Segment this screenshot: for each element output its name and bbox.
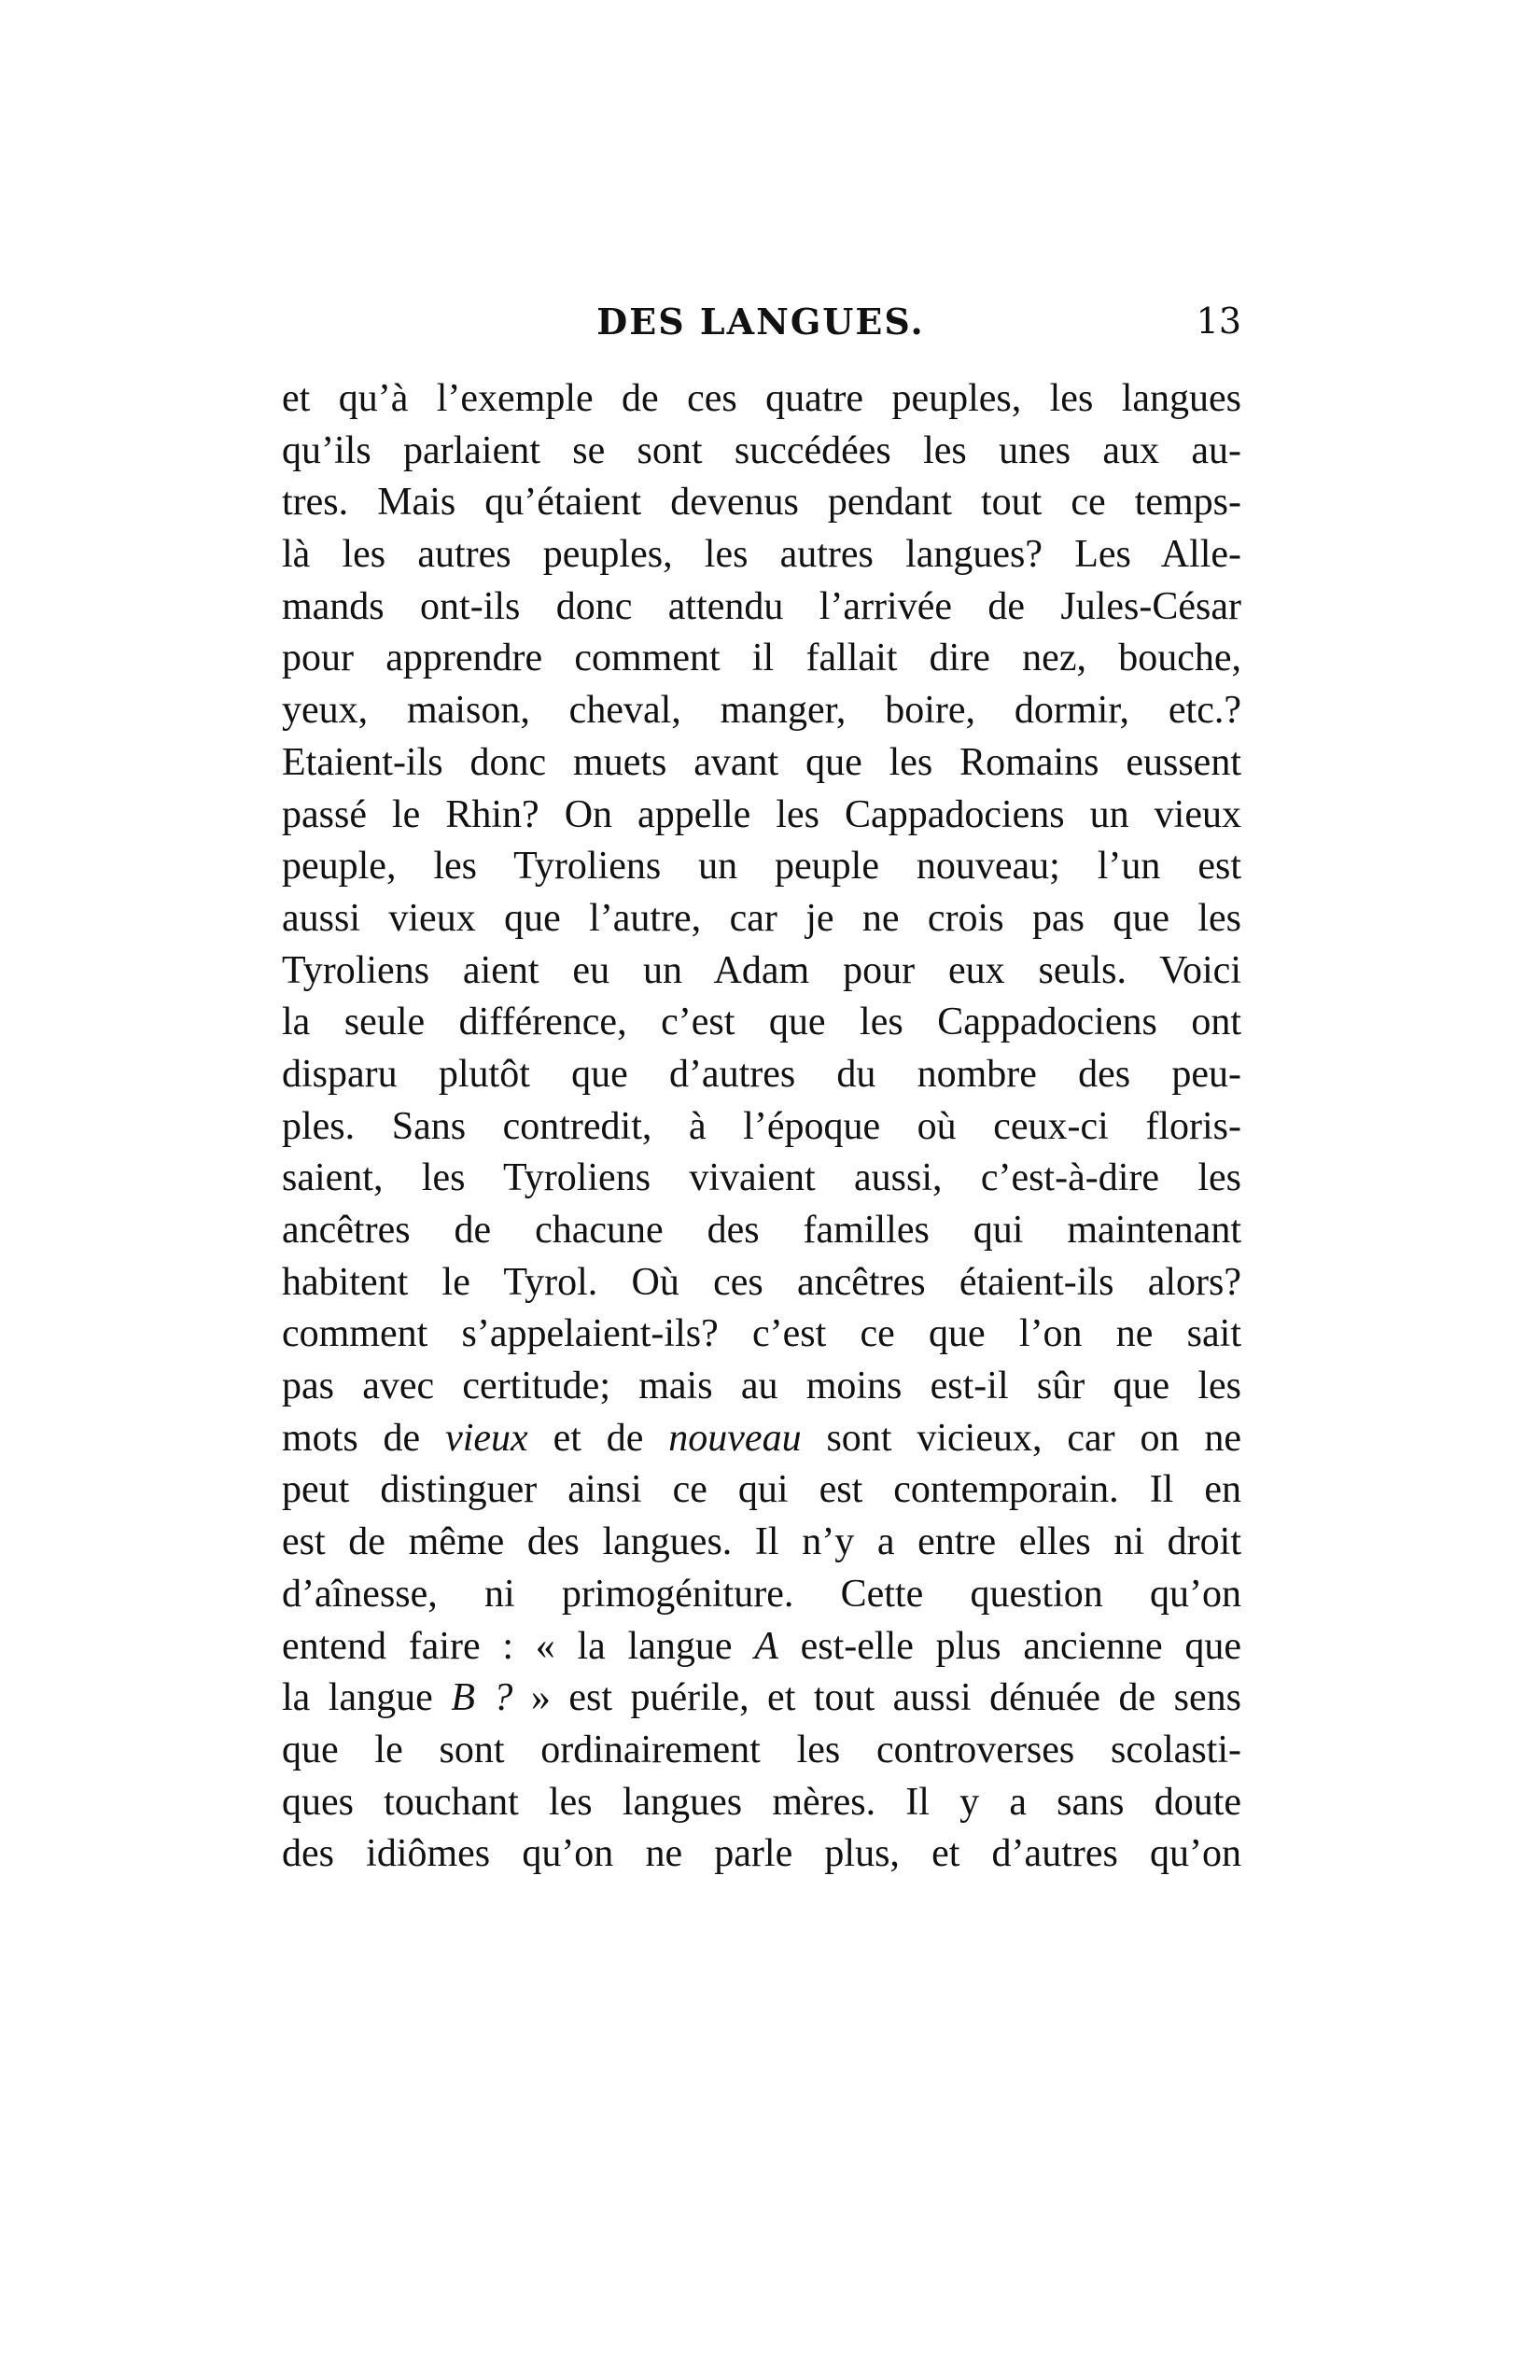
- page-header: [280, 301, 1241, 357]
- text-line: là les autres peuples, les autres langues? Les Alle-: [282, 533, 1241, 577]
- text-line: est de même des langues. Il n’y a entre elles ni droit: [282, 1520, 1241, 1564]
- text-line: la seule différence, c’est que les Cappadociens ont: [282, 1001, 1241, 1044]
- text-line: disparu plutôt que d’autres du nombre des peu-: [282, 1052, 1241, 1096]
- text-segment: » est puérile, et tout aussi dénuée de sens: [512, 1676, 1241, 1720]
- text-line-with-italics: [282, 1413, 1241, 1465]
- text-line: habitent le Tyrol. Où ces ancêtres étaient-ils alors?: [282, 1260, 1241, 1304]
- text-line: qu’ils parlaient se sont succédées les unes aux au-: [282, 428, 1241, 472]
- text-line: des idiômes qu’on ne parle plus, et d’autres qu’on: [282, 1832, 1241, 1876]
- text-line: d’aînesse, ni primogéniture. Cette question qu’on: [282, 1572, 1241, 1616]
- text-line: mands ont-ils donc attendu l’arrivée de Jules-César: [282, 584, 1241, 628]
- text-line: Etaient-ils donc muets avant que les Romains eussent: [282, 740, 1241, 784]
- text-line: aussi vieux que l’autre, car je ne crois pas que les: [282, 896, 1241, 940]
- text-line: tres. Mais qu’étaient devenus pendant tout ce temps-: [282, 481, 1241, 525]
- text-segment: et de: [527, 1416, 669, 1460]
- text-line: comment s’appelaient-ils? c’est ce que l’on ne sait: [282, 1312, 1241, 1356]
- text-line: passé le Rhin? On appelle les Cappadociens un vieux: [282, 792, 1241, 836]
- text-line: que le sont ordinairement les controverses scolasti-: [282, 1728, 1241, 1771]
- text-line: ples. Sans contredit, à l’époque où ceux-ci floris-: [282, 1104, 1241, 1148]
- text-line: pas avec certitude; mais au moins est-il sûr que les: [282, 1365, 1241, 1408]
- text-segment: mots de: [282, 1416, 446, 1460]
- text-segment: sont vicieux, car on ne: [801, 1416, 1241, 1460]
- italic-word: vieux: [445, 1416, 528, 1460]
- text-line: et qu’à l’exemple de ces quatre peuples, les langues: [282, 377, 1241, 420]
- text-line: ques touchant les langues mères. Il y a sans doute: [282, 1780, 1241, 1824]
- text-line-with-italics: [282, 1621, 1241, 1673]
- text-line-with-italics: [282, 1673, 1241, 1725]
- text-segment: la langue: [282, 1676, 452, 1720]
- text-segment: est-elle plus ancienne que: [777, 1624, 1241, 1668]
- running-head: DES LANGUES.: [596, 301, 925, 343]
- italic-word: nouveau: [668, 1416, 802, 1460]
- text-line: Tyroliens aient eu un Adam pour eux seuls. Voici: [282, 948, 1241, 992]
- text-segment: entend faire : « la langue: [282, 1624, 755, 1668]
- italic-letter: B ?: [451, 1676, 513, 1720]
- text-line: yeux, maison, cheval, manger, boire, dormir, etc.?: [282, 689, 1241, 733]
- text-line: ancêtres de chacune des familles qui maintenant: [282, 1209, 1241, 1252]
- text-line: pour apprendre comment il fallait dire nez, bouche,: [282, 637, 1241, 680]
- body-text: [282, 373, 1241, 1881]
- text-line: peuple, les Tyroliens un peuple nouveau; l’un est: [282, 845, 1241, 889]
- text-line: saient, les Tyroliens vivaient aussi, c’est-à-dire les: [282, 1156, 1241, 1200]
- page-number: 13: [1196, 301, 1241, 342]
- text-line: peut distinguer ainsi ce qui est contemporain. Il en: [282, 1468, 1241, 1512]
- italic-letter: A: [754, 1624, 778, 1668]
